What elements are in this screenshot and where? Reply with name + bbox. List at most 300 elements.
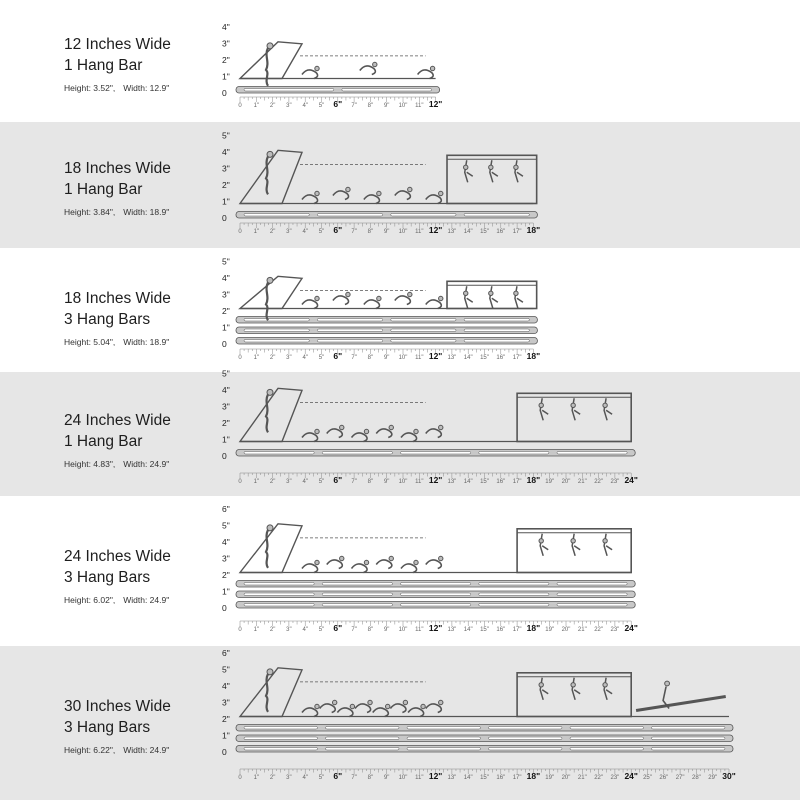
ruler-label: 8" [367, 479, 374, 485]
bar-slot [322, 583, 392, 586]
y-axis-label: 1" [222, 586, 230, 597]
ruler-label: 22" [594, 479, 604, 485]
bar-slot [557, 583, 627, 586]
bar-slot [652, 727, 726, 730]
hanging-head [603, 683, 607, 687]
ruler-label: 0 [238, 775, 242, 781]
climber-head [267, 669, 273, 675]
bar-slot [244, 452, 314, 455]
ruler-label: 19" [545, 627, 555, 633]
athlete-head [346, 187, 350, 191]
ruler-major-label: 6" [333, 351, 343, 361]
bar-slot [244, 604, 314, 607]
ruler-label: 17" [512, 229, 522, 235]
y-axis-label: 0 [222, 747, 227, 757]
product-height: Height: 5.04", [64, 337, 116, 347]
y-axis-label: 5" [222, 520, 230, 531]
climber-figure [266, 156, 268, 194]
ruler-label: 11" [415, 229, 424, 235]
athlete-head [315, 704, 319, 708]
ruler-label: 16" [496, 775, 506, 781]
climbing-wall [240, 388, 302, 441]
ruler-label: 28" [691, 775, 701, 781]
y-axis-label: 1" [222, 322, 230, 333]
ruler-label: 5" [318, 103, 325, 109]
ruler-label: 14" [463, 355, 473, 361]
bar-slot [464, 214, 529, 217]
climber-figure [266, 48, 268, 86]
ruler-major-label: 12" [428, 351, 443, 361]
medal-hanger-diagram [0, 646, 800, 800]
ruler-label: 11" [415, 355, 424, 361]
bar-slot [317, 214, 382, 217]
athlete-figure [320, 704, 336, 713]
ruler-label: 0 [238, 627, 242, 633]
ruler-label: 17" [512, 355, 522, 361]
athlete-figure [352, 564, 368, 573]
climber-head [267, 151, 273, 157]
y-axis-label: 4" [222, 681, 230, 691]
hanging-figure [540, 534, 548, 556]
athlete-figure [302, 300, 318, 309]
medal-hanger-diagram [0, 0, 800, 122]
ruler-label: 14" [463, 479, 473, 485]
ruler-label: 3" [286, 775, 292, 781]
bar-slot [244, 214, 309, 217]
medal-hanger-diagram [0, 122, 800, 248]
ruler-label: 1" [253, 103, 260, 109]
bar-slot [244, 329, 309, 332]
ruler-label: 21" [577, 627, 587, 633]
ruler-label: 10" [398, 103, 408, 109]
ruler-major-label: 12" [428, 475, 443, 485]
hanging-figure [604, 534, 612, 556]
medal-hanger-diagram [0, 248, 800, 372]
ruler-label: 8" [367, 103, 374, 109]
bar-slot [557, 604, 627, 607]
hanger-silhouette [236, 668, 733, 752]
ruler-major-label: 6" [333, 771, 343, 781]
hanging-head [539, 403, 543, 407]
athlete-head [408, 187, 412, 191]
ruler-label: 15" [480, 355, 489, 361]
bar-slot [244, 727, 318, 730]
athlete-figure [337, 708, 353, 717]
ruler-label: 9" [383, 355, 390, 361]
hanger-silhouette [236, 276, 537, 344]
bar-slot [244, 89, 334, 92]
ruler-major-label: 18" [526, 623, 541, 633]
bar-slot [407, 748, 481, 751]
ruler-label: 4" [302, 479, 308, 485]
bar-slot [479, 604, 549, 607]
ruler-label: 10" [398, 355, 408, 361]
ruler-label: 17" [512, 627, 522, 633]
product-height: Height: 4.83", [64, 459, 116, 469]
hanging-figure [604, 678, 612, 700]
bar-slot [652, 737, 726, 740]
athlete-figure [352, 433, 368, 442]
product-width: Width: 24.9" [123, 595, 170, 605]
product-title-width: 30 Inches Wide [64, 698, 171, 715]
product-row [0, 646, 800, 800]
athlete-figure [333, 296, 349, 305]
ruler-label: 4" [302, 103, 308, 109]
ruler-label: 4" [302, 775, 308, 781]
bar-slot [400, 452, 470, 455]
product-title-width: 24 Inches Wide [64, 548, 171, 565]
bar-slot [570, 748, 644, 751]
y-axis-label: 3" [222, 697, 230, 708]
product-title-width: 18 Inches Wide [64, 160, 171, 177]
hanging-head [603, 403, 607, 407]
ruler-label: 1" [253, 775, 260, 781]
athlete-figure [327, 429, 343, 438]
athlete-figure [333, 191, 349, 200]
bar-slot [400, 604, 470, 607]
bar-slot [391, 340, 456, 343]
ruler-label: 21" [577, 775, 587, 781]
ruler-label: 3" [286, 479, 292, 485]
y-axis-label: 6" [222, 504, 230, 514]
y-axis-label: 3" [222, 289, 230, 300]
product-title-bars: 1 Hang Bar [64, 433, 143, 450]
bar-slot [557, 452, 627, 455]
product-row [0, 368, 800, 496]
ruler-major-label: 18" [526, 351, 541, 361]
ruler-label: 16" [496, 479, 506, 485]
hanging-figure [540, 678, 548, 700]
ruler-label: 0 [238, 103, 242, 109]
athlete-head [315, 66, 319, 70]
hanger-silhouette [236, 524, 635, 608]
y-axis-label: 5" [222, 130, 230, 141]
hanging-head [514, 165, 518, 169]
athlete-head [439, 556, 443, 560]
product-height: Height: 3.52", [64, 83, 116, 93]
ruler-label: 17" [512, 479, 522, 485]
bar-slot [244, 748, 318, 751]
y-axis-label: 4" [222, 22, 230, 32]
product-row [0, 122, 800, 248]
athlete-figure [426, 300, 442, 309]
bar-slot [391, 214, 456, 217]
climber-figure [266, 282, 268, 320]
bar-slot [244, 583, 314, 586]
y-axis-label: 4" [222, 273, 230, 283]
balance-beam [636, 697, 726, 711]
athlete-head [403, 700, 407, 704]
y-axis-label: 6" [222, 648, 230, 658]
product-height: Height: 6.02", [64, 595, 116, 605]
hanging-head [571, 403, 575, 407]
bar-slot [326, 748, 400, 751]
ruler-label: 7" [351, 103, 357, 109]
athlete-figure [401, 564, 417, 573]
hanging-head [489, 291, 493, 295]
y-axis-label: 0 [222, 451, 227, 461]
athlete-figure [355, 704, 371, 713]
athlete-figure [302, 433, 318, 442]
y-axis-label: 2" [222, 306, 230, 316]
ruler-label: 11" [415, 479, 424, 485]
ruler-label: 7" [351, 479, 357, 485]
climber-figure [266, 674, 268, 712]
ruler-label: 11" [415, 627, 424, 633]
product-title-bars: 1 Hang Bar [64, 57, 143, 74]
ruler-label: 11" [415, 775, 424, 781]
ruler-label: 21" [577, 479, 587, 485]
ruler-label: 4" [302, 355, 308, 361]
product-title-bars: 3 Hang Bars [64, 311, 151, 328]
ruler-label: 16" [496, 355, 506, 361]
bar-slot [489, 748, 563, 751]
athlete-head [364, 560, 368, 564]
ruler-label: 10" [398, 229, 408, 235]
athlete-figure [327, 560, 343, 569]
ruler-label: 16" [496, 627, 506, 633]
athlete-head [408, 292, 412, 296]
bar-slot [407, 727, 481, 730]
y-axis-label: 3" [222, 163, 230, 174]
bar-slot [342, 89, 432, 92]
athlete-head [414, 560, 418, 564]
athlete-head [414, 429, 418, 433]
athlete-figure [395, 191, 411, 200]
athlete-figure [418, 70, 434, 79]
bar-slot [317, 340, 382, 343]
ruler-label: 5" [318, 775, 325, 781]
ruler-label: 15" [480, 775, 489, 781]
athlete-head [346, 292, 350, 296]
athlete-head [315, 191, 319, 195]
climber-head [267, 389, 273, 395]
ruler-label: 11" [415, 103, 424, 109]
beam-head [665, 681, 670, 686]
ruler-label: 0 [238, 229, 242, 235]
ruler-label: 1" [253, 627, 260, 633]
hanging-head [539, 683, 543, 687]
ruler-label: 1" [253, 479, 260, 485]
y-axis-label: 1" [222, 196, 230, 207]
ruler-major-label: 12" [428, 99, 443, 109]
hanging-head [489, 165, 493, 169]
medal-hanger-diagram [0, 496, 800, 646]
bar-slot [489, 727, 563, 730]
athlete-figure [390, 704, 406, 713]
hanging-figure [465, 286, 473, 308]
y-axis-label: 4" [222, 537, 230, 547]
ruler-major-label: 18" [526, 225, 541, 235]
athlete-head [377, 191, 381, 195]
ruler-label: 17" [512, 775, 522, 781]
ruler-label: 5" [318, 627, 325, 633]
athlete-head [386, 704, 390, 708]
y-axis-label: 2" [222, 180, 230, 190]
hanging-figure [604, 398, 612, 420]
hanging-head [464, 165, 468, 169]
ruler-label: 14" [463, 775, 473, 781]
ruler-major-label: 24" [624, 475, 638, 485]
athlete-head [439, 191, 443, 195]
athlete-head [368, 700, 372, 704]
athlete-head [439, 425, 443, 429]
ruler-label: 16" [496, 229, 506, 235]
ruler-label: 20" [561, 775, 571, 781]
product-title-bars: 3 Hang Bars [64, 569, 151, 586]
product-width: Width: 12.9" [123, 83, 170, 93]
y-axis-label: 0 [222, 88, 227, 98]
athlete-head [421, 704, 425, 708]
ruler-major-label: 30" [722, 771, 736, 781]
athlete-head [439, 296, 443, 300]
ruler-major-label: 6" [333, 475, 343, 485]
product-width: Width: 24.9" [123, 745, 170, 755]
y-axis-label: 0 [222, 213, 227, 223]
ruler-label: 8" [367, 355, 374, 361]
hanger-silhouette [236, 42, 440, 93]
ruler-label: 9" [383, 775, 390, 781]
athlete-figure [426, 560, 442, 569]
athlete-head [315, 296, 319, 300]
hanging-figure [515, 160, 523, 182]
hanging-figure [572, 678, 580, 700]
ruler-label: 9" [383, 229, 390, 235]
athlete-figure [302, 564, 318, 573]
ruler-label: 19" [545, 479, 555, 485]
ruler-label: 22" [594, 775, 604, 781]
ruler-label: 13" [447, 627, 457, 633]
ruler-label: 5" [318, 479, 325, 485]
ruler-label: 8" [367, 229, 374, 235]
athlete-figure [376, 560, 392, 569]
climber-figure [266, 394, 268, 432]
product-row [0, 0, 800, 122]
athlete-head [350, 704, 354, 708]
ruler-label: 9" [383, 627, 390, 633]
bar-slot [391, 329, 456, 332]
bar-slot [322, 452, 392, 455]
ruler-label: 4" [302, 229, 308, 235]
ruler-label: 9" [383, 103, 390, 109]
y-axis-label: 2" [222, 570, 230, 580]
hanging-figure [572, 398, 580, 420]
ruler-label: 9" [383, 479, 390, 485]
bar-slot [244, 340, 309, 343]
bar-slot [326, 737, 400, 740]
athlete-figure [302, 195, 318, 204]
ruler-label: 10" [398, 479, 408, 485]
y-axis-label: 0 [222, 603, 227, 613]
athlete-head [430, 66, 434, 70]
hanging-figure [572, 534, 580, 556]
ruler-label: 8" [367, 775, 374, 781]
ruler-label: 15" [480, 627, 489, 633]
ruler-label: 10" [398, 627, 408, 633]
bar-slot [400, 583, 470, 586]
y-axis-label: 5" [222, 664, 230, 675]
ruler-label: 3" [286, 229, 292, 235]
athlete-head [377, 296, 381, 300]
athlete-head [439, 700, 443, 704]
y-axis-label: 5" [222, 368, 230, 379]
ruler-label: 0 [238, 355, 242, 361]
bar-slot [557, 593, 627, 596]
athlete-head [373, 62, 377, 66]
climber-head [267, 525, 273, 531]
hanging-head [539, 539, 543, 543]
climber-head [267, 43, 273, 49]
ruler-label: 2" [269, 103, 276, 109]
bar-slot [479, 583, 549, 586]
athlete-head [389, 425, 393, 429]
ruler-label: 20" [561, 627, 571, 633]
climber-head [267, 277, 273, 283]
hanger-silhouette [236, 388, 635, 456]
athlete-figure [401, 433, 417, 442]
ruler-label: 23" [610, 627, 620, 633]
athlete-figure [364, 195, 380, 204]
product-row [0, 248, 800, 372]
product-width: Width: 18.9" [123, 337, 170, 347]
athlete-figure [426, 704, 442, 713]
ruler-major-label: 18" [526, 771, 541, 781]
ruler-major-label: 24" [624, 771, 638, 781]
ruler-label: 0 [238, 479, 242, 485]
athlete-figure [360, 66, 376, 75]
ruler-label: 5" [318, 229, 325, 235]
ruler-label: 2" [269, 775, 276, 781]
ruler-label: 26" [659, 775, 669, 781]
y-axis-label: 3" [222, 401, 230, 412]
product-title-width: 12 Inches Wide [64, 36, 171, 53]
ruler-label: 14" [463, 627, 473, 633]
ruler-label: 8" [367, 627, 374, 633]
bar-slot [570, 727, 644, 730]
bar-slot [652, 748, 726, 751]
y-axis-label: 4" [222, 147, 230, 157]
ruler-label: 1" [253, 229, 260, 235]
product-title-width: 24 Inches Wide [64, 412, 171, 429]
ruler-label: 23" [610, 479, 620, 485]
bar-slot [479, 452, 549, 455]
ruler-label: 1" [253, 355, 260, 361]
hanging-figure [490, 286, 498, 308]
bar-slot [464, 340, 529, 343]
y-axis-label: 3" [222, 553, 230, 564]
bar-slot [489, 737, 563, 740]
hanger-silhouette [236, 150, 537, 218]
hanging-head [571, 683, 575, 687]
product-height: Height: 6.22", [64, 745, 116, 755]
medal-hanger-diagram [0, 368, 800, 496]
ruler-label: 2" [269, 627, 276, 633]
ruler-label: 2" [269, 355, 276, 361]
bar-slot [326, 727, 400, 730]
bar-slot [244, 737, 318, 740]
ruler-label: 15" [480, 229, 489, 235]
y-axis-label: 0 [222, 339, 227, 349]
athlete-head [340, 556, 344, 560]
athlete-head [315, 429, 319, 433]
ruler-label: 13" [447, 775, 457, 781]
ruler-label: 3" [286, 627, 292, 633]
bar-slot [244, 319, 309, 322]
ruler-label: 7" [351, 627, 357, 633]
ruler-major-label: 12" [428, 623, 443, 633]
y-axis-label: 4" [222, 385, 230, 395]
athlete-head [340, 425, 344, 429]
